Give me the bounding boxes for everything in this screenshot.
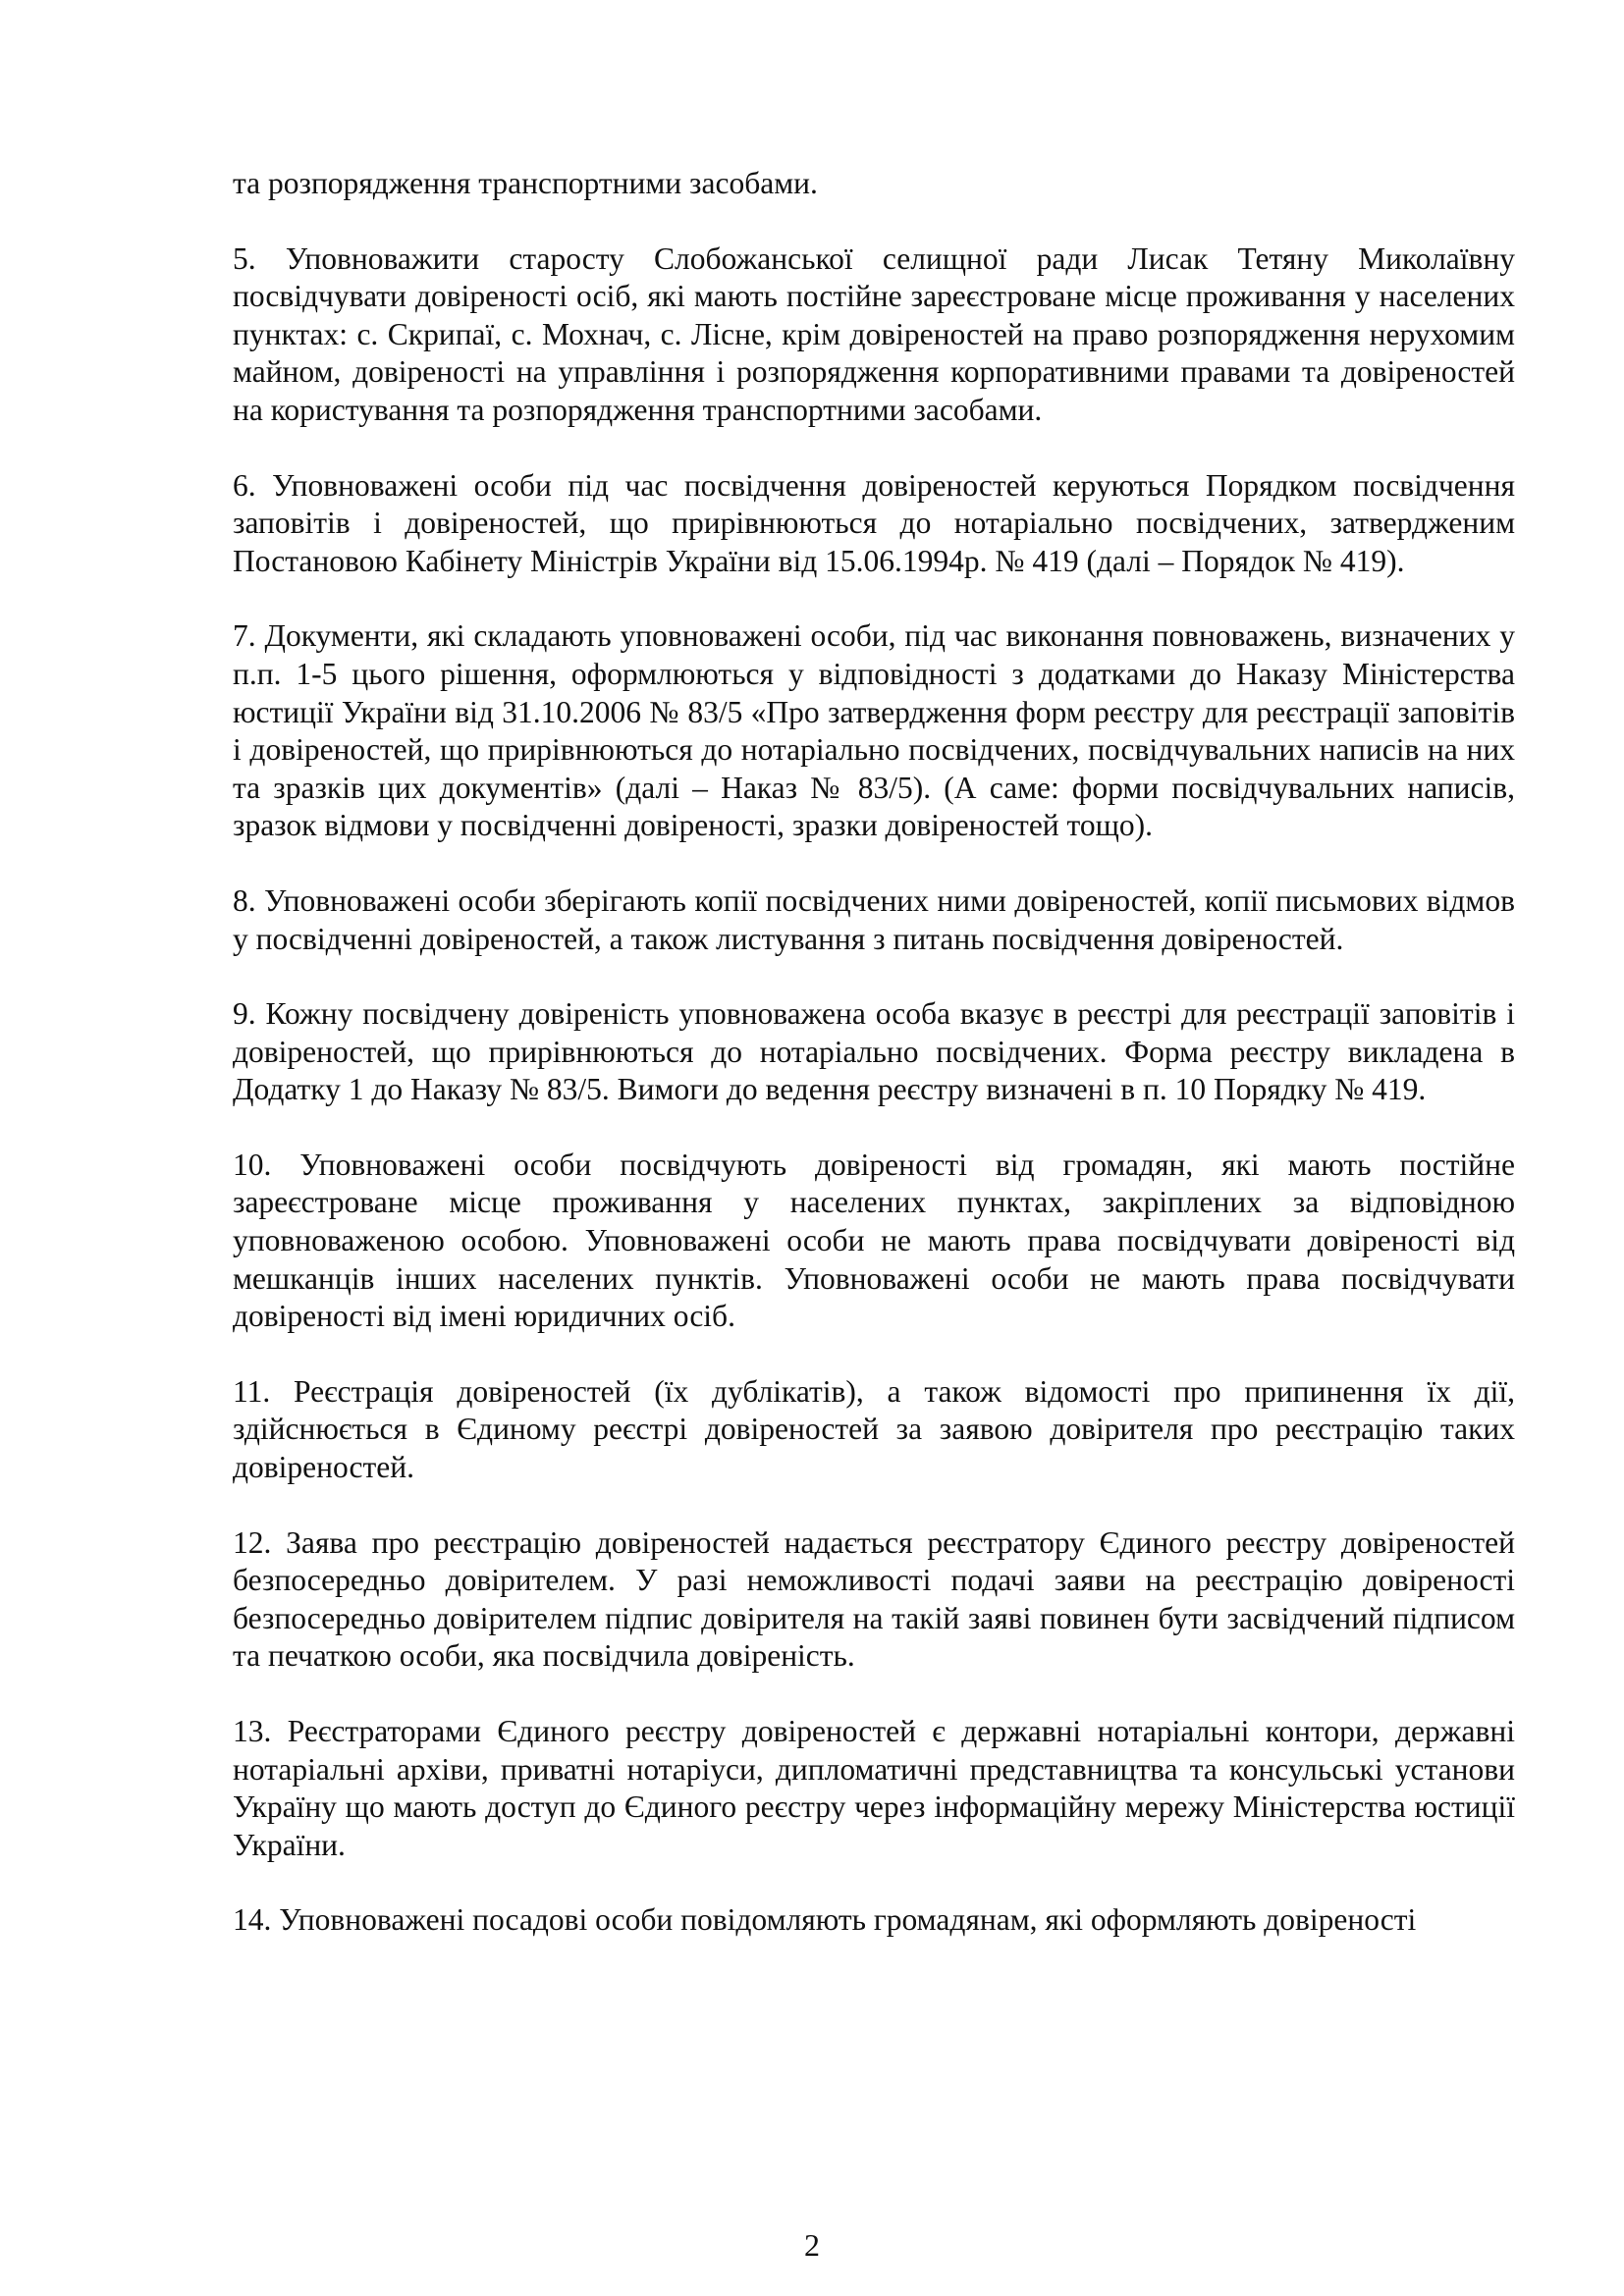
paragraph-continuation: та розпорядження транспортними засобами. <box>233 166 818 200</box>
paragraph-item-14: 14. Уповноважені посадові особи повідомляють громадянам, які оформляють довіреності <box>233 1902 1417 1938</box>
document-page <box>233 165 1515 1977</box>
paragraph-item-11: 11. Реєстрація довіреностей (їх дублікатів), а також відомості про припинення їх дії, здійснюється в Єдиному реєстрі довіреностей за заявою довірителя про реєстрацію таких довіреностей. <box>233 1373 1515 1485</box>
paragraph-item-9: 9. Кожну посвідчену довіреність уповноважена особа вказує в реєстрі для реєстрації заповітів і довіреностей, що прирівнюються до нотаріально посвідчених. Форма реєстру викладена в Додатку 1 до Наказу № 83/5. Вимоги до ведення реєстру визначені в п. 10 Порядку № 419. <box>233 996 1515 1107</box>
paragraph-item-8: 8. Уповноважені особи зберігають копії посвідчених ними довіреностей, копії письмових відмов у посвідченні довіреностей, а також листування з питань посвідчення довіреностей. <box>233 882 1515 956</box>
paragraph-item-7: 7. Документи, які складають уповноважені особи, під час виконання повноважень, визначених у п.п. 1-5 цього рішення, оформлюються у відповідності з додатками до Наказу Міністерства юстиції України від 31.10.2006 № 83/5 «Про затвердження форм реєстру для реєстрації заповітів і довіреностей, що прирівнюються до нотаріально посвідчених, посвідчувальних написів на них та зразків цих документів» (далі – Наказ № 83/5). (А саме: форми посвідчувальних написів, зразок відмови у посвідченні довіреності, зразки довіреностей тощо). <box>233 618 1515 843</box>
paragraph-item-12: 12. Заява про реєстрацію довіреностей надається реєстратору Єдиного реєстру довіреностей безпосередньо довірителем. У разі неможливості подачі заяви на реєстрацію довіреності безпосередньо довірителем підпис довірителя на такій заяві повинен бути засвідчений підписом та печаткою особи, яка посвідчила довіреність. <box>233 1524 1515 1674</box>
paragraph-item-10: 10. Уповноважені особи посвідчують довіреності від громадян, які мають постійне зареєстроване місце проживання у населених пунктах, закріплених за відповідною уповноваженою особою. Уповноважені особи не мають права посвідчувати довіреності від мешканців інших населених пунктів. Уповноважені особи не мають права посвідчувати довіреності від імені юридичних осіб. <box>233 1147 1515 1334</box>
paragraph-item-6: 6. Уповноважені особи під час посвідчення довіреностей керуються Порядком посвідчення заповітів і довіреностей, що прирівнюються до нотаріально посвідчених, затвердженим Постановою Кабінету Міністрів України від 15.06.1994р. № 419 (далі – Порядок № 419). <box>233 467 1515 578</box>
paragraph-item-13: 13. Реєстраторами Єдиного реєстру довіреностей є державні нотаріальні контори, державні нотаріальні архіви, приватні нотаріуси, дипломатичні представництва та консульські установи Україну що мають доступ до Єдиного реєстру через інформаційну мережу Міністерства юстиції України. <box>233 1714 1515 1862</box>
page-number: 2 <box>804 2227 820 2263</box>
paragraph-item-5: 5. Уповноважити старосту Слобожанської селищної ради Лисак Тетяну Миколаївну посвідчувати довіреності осіб, які мають постійне зареєстроване місце проживання у населених пунктах: с. Скрипаї, с. Мохнач, с. Лісне, крім довіреностей на право розпорядження нерухомим майном, довіреності на управління і розпорядження корпоративними правами та довіреностей на користування та розпорядження транспортними засобами. <box>233 240 1515 427</box>
